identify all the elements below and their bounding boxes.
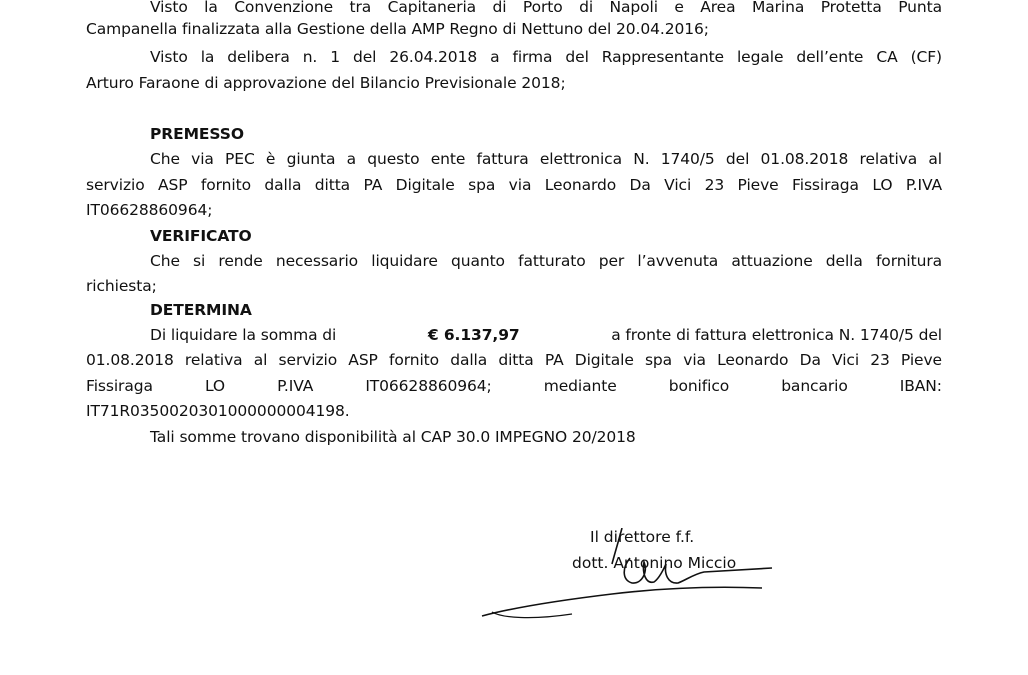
- signatory-name: dott. Antonino Miccio: [572, 554, 737, 572]
- text-line: Campanella finalizzata alla Gestione della AMP Regno di Nettuno del 20.04.2016;: [86, 20, 709, 38]
- text-line: servizio ASP fornito dalla ditta PA Digitale spa via Leonardo Da Vici 23 Pieve Fissiraga LO P.IVA: [86, 176, 942, 194]
- word: bonifico: [668, 377, 730, 395]
- signature-block: [472, 528, 792, 628]
- text-line: 01.08.2018 relativa al servizio ASP fornito dalla ditta PA Digitale spa via Leonardo Da Vici 23 Pieve: [86, 351, 942, 369]
- text-line: Che via PEC è giunta a questo ente fattura elettronica N. 1740/5 del 01.08.2018 relativa al: [150, 150, 942, 168]
- text-line: Che si rende necessario liquidare quanto fatturato per l’avvenuta attuazione della fornitura: [150, 252, 942, 270]
- handwritten-signature: [472, 528, 792, 628]
- text-line: Arturo Faraone di approvazione del Bilancio Previsionale 2018;: [86, 74, 566, 92]
- word: LO: [204, 377, 226, 395]
- word: Fissiraga: [86, 377, 153, 395]
- text-line: richiesta;: [86, 277, 157, 295]
- text-fragment: Di liquidare la somma di: [150, 326, 337, 344]
- signatory-role: Il direttore f.f.: [590, 528, 695, 546]
- word: P.IVA: [277, 377, 314, 395]
- heading-verificato: VERIFICATO: [150, 227, 252, 245]
- amount-value: € 6.137,97: [427, 326, 520, 344]
- text-line: Visto la delibera n. 1 del 26.04.2018 a firma del Rappresentante legale dell’ente CA (CF): [150, 48, 942, 66]
- text-line: Visto la Convenzione tra Capitaneria di Porto di Napoli e Area Marina Protetta Punta: [150, 0, 942, 16]
- text-line: [86, 376, 942, 396]
- text-line: Tali somme trovano disponibilità al CAP 30.0 IMPEGNO 20/2018: [150, 428, 636, 446]
- iban-line: IT71R0350020301000000004198.: [86, 402, 350, 420]
- text-fragment: a fronte di fattura elettronica N. 1740/5 del: [611, 326, 942, 344]
- word: mediante: [543, 377, 617, 395]
- word: IBAN:: [899, 377, 942, 395]
- word: IT06628860964;: [365, 377, 492, 395]
- heading-determina: DETERMINA: [150, 301, 252, 319]
- word: bancario: [781, 377, 848, 395]
- text-line: [150, 325, 942, 345]
- text-line: IT06628860964;: [86, 201, 213, 219]
- heading-premesso: PREMESSO: [150, 125, 244, 143]
